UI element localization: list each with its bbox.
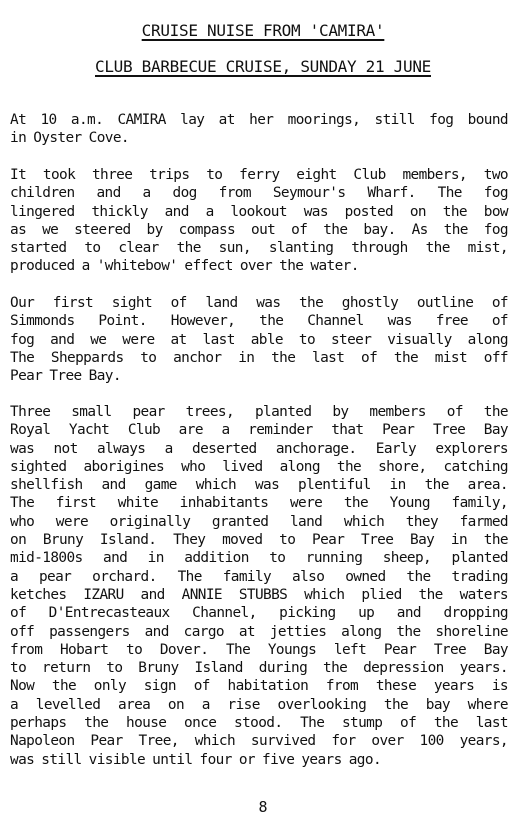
text-line: Pear Tree Bay. [10, 368, 121, 385]
paragraph [10, 111, 508, 148]
text-line: The Sheppards to anchor in the last of the mist off [10, 349, 508, 366]
text-line: shellfish and game which was plentiful in the area. [10, 477, 508, 494]
text-line: Simmonds Point. However, the Channel was free of [10, 313, 508, 330]
text-line: At 10 a.m. CAMIRA lay at her moorings, still fog bound [10, 112, 508, 128]
text-line: Royal Yacht Club are a reminder that Pear Tree Bay [10, 422, 508, 439]
text-line: Napoleon Pear Tree, which survived for over 100 years, [10, 733, 508, 750]
text-line: lingered thickly and a lookout was posted on the bow [10, 203, 508, 220]
text-line: as we steered by compass out of the bay. As the fog [10, 221, 508, 238]
text-line: a levelled area on a rise overlooking the bay where [10, 696, 508, 713]
text-line: off passengers and cargo at jetties along the shoreline [10, 623, 508, 640]
text-line: sighted aborigines who lived along the shore, catching [10, 458, 508, 475]
text-line: produced a 'whitebow' effect over the water. [10, 258, 359, 275]
paragraph [10, 166, 508, 276]
text-line: to return to Bruny Island during the depression years. [10, 660, 508, 677]
text-line: The first white inhabitants were the Young family, [10, 495, 508, 512]
text-line: children and a dog from Seymour's Wharf. The fog [10, 185, 508, 202]
text-line: was still visible until four or five years ago. [10, 751, 382, 768]
text-line: from Hobart to Dover. The Youngs left Pear Tree Bay [10, 641, 508, 658]
page-title: CRUISE NUISE FROM 'CAMIRA' [141, 21, 385, 40]
text-line: It took three trips to ferry eight Club members, two [10, 167, 508, 183]
text-line: Three small pear trees, planted by members of the [10, 404, 508, 420]
text-line: Our first sight of land was the ghostly outline of [10, 295, 508, 311]
text-line: on Bruny Island. They moved to Pear Tree Bay in the [10, 532, 508, 549]
text-line: in Oyster Cove. [10, 130, 129, 147]
paragraph [10, 294, 508, 385]
text-line: perhaps the house once stood. The stump of the last [10, 715, 508, 732]
text-line: was not always a deserted anchorage. Early explorers [10, 440, 508, 457]
page-subtitle: CLUB BARBECUE CRUISE, SUNDAY 21 JUNE [95, 57, 431, 76]
text-line: of D'Entrecasteaux Channel, picking up and dropping [10, 605, 508, 622]
text-line: Now the only sign of habitation from these years is [10, 678, 508, 695]
text-line: ketches IZARU and ANNIE STUBBS which plied the waters [10, 586, 508, 603]
page-number: 8 [258, 798, 268, 816]
text-line: fog and we were at last able to steer visually along [10, 331, 508, 348]
text-line: mid-1800s and in addition to running sheep, planted [10, 550, 508, 567]
paragraph [10, 403, 508, 769]
text-line: started to clear the sun, slanting through the mist, [10, 240, 508, 257]
text-line: who were originally granted land which they farmed [10, 513, 508, 530]
text-line: a pear orchard. The family also owned the trading [10, 568, 508, 585]
